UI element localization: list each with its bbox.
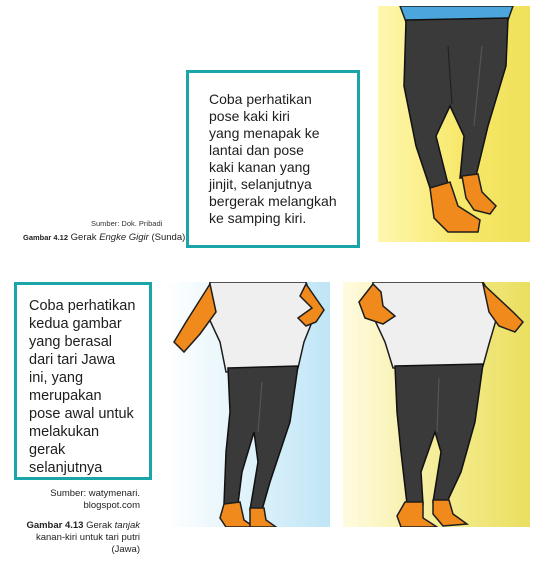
source-line2-bottom: blogspot.com — [83, 500, 140, 511]
caption-term-top: Engke Gigir — [99, 232, 149, 243]
caption-text-top: Gerak — [70, 232, 97, 243]
caption-tail-top: (Sunda) — [151, 232, 186, 243]
caption-line3-bottom: (Jawa) — [111, 544, 140, 555]
dancer-drawing-right — [343, 282, 530, 527]
callout-box-top — [186, 70, 360, 248]
callout-text-top: Coba perhatikan pose kaki kiri yang menapak ke lantai dan pose kaki kanan yang jinjit, selanjutnya bergerak melangkah ke samping kiri. — [209, 91, 337, 226]
illustration-tanjak-right — [343, 282, 530, 527]
dancer-drawing-left — [166, 282, 330, 527]
illustration-engke-gigir — [378, 6, 530, 242]
crossed-legs-drawing — [378, 6, 530, 242]
callout-text-bottom: Coba perhatikan kedua gambar yang berasal dari tari Jawa ini, yang merupakan pose awal untuk melakukan gerak selanjutnya — [29, 298, 136, 476]
callout-box-bottom — [14, 282, 152, 480]
caption-label-top: Gambar 4.12 — [23, 233, 69, 242]
caption-label-bottom: Gambar 4.13 — [26, 520, 84, 531]
caption-text-bottom: Gerak — [86, 520, 112, 531]
caption-line2-bottom: kanan-kiri untuk tari putri — [35, 532, 140, 543]
figure-caption-top — [23, 232, 185, 244]
source-credit-top: Sumber: Dok. Pribadi — [91, 219, 163, 228]
illustration-tanjak-left — [166, 282, 330, 527]
figure-caption-bottom — [10, 520, 140, 556]
caption-term-bottom: tanjak — [114, 520, 140, 531]
source-credit-bottom — [36, 488, 140, 512]
source-line1-bottom: Sumber: watymenari. — [50, 488, 140, 499]
